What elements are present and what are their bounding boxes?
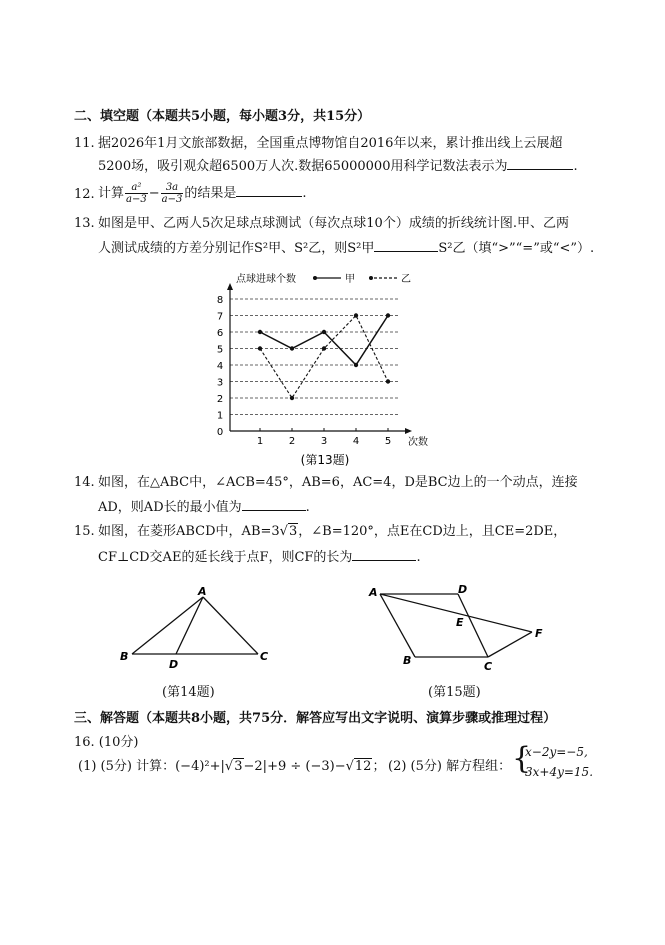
q16-header: 16. (10分)	[74, 735, 139, 750]
chart-x-tick-label: 5	[384, 436, 392, 447]
q12-minus: −	[148, 186, 160, 201]
q14-caption: (第14题)	[162, 685, 215, 700]
q14-label-c: C	[260, 650, 269, 663]
chart-y-tick-label: 2	[216, 394, 224, 405]
q16-part1-expr-a: (−4)²+	[175, 759, 221, 774]
q11-line1: 据2026年1月文旅部数据，全国重点博物馆自2016年以来，累计推出线上云展超	[98, 136, 563, 151]
section-2-title: 二、填空题（本题共5小题，每小题3分，共15分）	[74, 109, 371, 124]
q11-number: 11.	[74, 136, 95, 151]
chart-point-乙-4	[354, 313, 358, 317]
q14-segment-ab	[132, 597, 203, 654]
q14-line1: 如图，在△ABC中，∠ACB=45°，AB=6，AC=4，D是BC边上的一个动点，连接	[98, 475, 578, 490]
q15-rhombus-figure	[360, 580, 560, 680]
q15-label-e: E	[456, 616, 464, 629]
chart-point-乙-3	[322, 346, 326, 350]
chart-point-乙-5	[386, 379, 390, 383]
chart-y-tick-label: 7	[216, 311, 224, 323]
q15-number: 15.	[74, 524, 95, 539]
q15-line2	[98, 548, 421, 566]
q11-line2	[98, 157, 578, 175]
q12-fraction-2	[161, 182, 184, 205]
q14-triangle-figure	[110, 580, 280, 680]
q15-answer-blank[interactable]	[352, 548, 416, 561]
q16-sqrt12-sign: √	[345, 759, 354, 774]
q13-line2	[98, 239, 594, 257]
q15-sqrt-sign: √	[279, 524, 288, 539]
q16-part1-expr-c: +9 ÷ (−3)−	[267, 759, 346, 774]
q14-label-d: D	[169, 658, 179, 671]
q16-abs-open: |	[220, 759, 225, 774]
q15-label-f: F	[535, 627, 543, 640]
chart-y-tick-label: 8	[216, 295, 224, 306]
q14-line2-text: AD，则AD长的最小值为	[98, 500, 242, 515]
chart-series-line-甲	[260, 316, 388, 366]
q15-label-a: A	[369, 586, 378, 599]
chart-point-甲-2	[290, 346, 294, 350]
q14-label-a: A	[198, 585, 207, 598]
chart-y-tick-label: 3	[216, 377, 224, 389]
chart-y-tick-label: 1	[216, 410, 224, 422]
chart-x-tick-label: 4	[352, 436, 360, 447]
q14-line2	[98, 498, 310, 516]
q14-segment-ad	[176, 597, 203, 654]
q14-number: 14.	[74, 475, 95, 490]
q13-answer-blank[interactable]	[374, 239, 438, 252]
chart-point-甲-5	[386, 313, 390, 317]
q12-prefix: 计算	[98, 186, 125, 201]
q13-number: 13.	[74, 216, 95, 231]
chart-x-arrow	[405, 428, 412, 434]
q15-line2-text: CF⊥CD交AE的延长线于点F，则CF的长为	[98, 550, 353, 565]
section-3-title: 三、解答题（本题共8小题，共75分．解答应写出文字说明、演算步骤或推理过程）	[74, 711, 557, 726]
q12-number: 12.	[74, 187, 95, 202]
chart-y-tick-label: 6	[216, 328, 224, 339]
chart-y-arrow	[227, 283, 233, 290]
q14-answer-blank[interactable]	[242, 498, 306, 511]
chart-legend-label-0: 甲	[345, 274, 355, 285]
q11-line2-text: 5200场，吸引观众超6500万人次.数据65000000用科学记数法表示为	[98, 159, 508, 174]
chart-series-line-乙	[260, 316, 388, 399]
q12-line	[98, 180, 306, 208]
q12-frac1-numerator: a²	[125, 182, 148, 194]
q11-answer-blank[interactable]	[507, 157, 573, 170]
q16-part1	[78, 758, 385, 775]
q11-line2-end: .	[573, 159, 578, 174]
q12-fraction-1	[125, 182, 148, 205]
chart-x-tick-label: 2	[288, 436, 296, 447]
q15-segment-cf	[488, 632, 532, 657]
q15-label-c: C	[484, 660, 493, 673]
q13-line-chart	[200, 268, 450, 468]
chart-legend-marker-0	[313, 276, 317, 280]
q14-segment-ac	[203, 597, 258, 654]
chart-x-tick-label: 1	[256, 436, 264, 447]
q16-part1-expr-b: −2	[243, 759, 263, 774]
chart-x-axis-label: 次数	[408, 437, 428, 448]
q16-equation-2: 3x+4y=15.	[525, 765, 594, 779]
q15-line1-text-b: ，∠B=120°，点E在CD边上，且CE=2DE，	[298, 524, 567, 539]
chart-legend-label-1: 乙	[401, 274, 411, 285]
q13-line2-end: S²乙（填“>”“=”或“<”）.	[438, 241, 595, 256]
q15-segment-ba	[380, 594, 415, 657]
chart-point-乙-2	[290, 396, 294, 400]
chart-point-甲-4	[354, 363, 358, 367]
chart-caption: (第13题)	[300, 453, 350, 467]
q13-line2-text: 人测试成绩的方差分别记作S²甲、S²乙，则S²甲	[98, 241, 375, 256]
q16-system-brace: {	[512, 741, 532, 776]
q12-frac1-denominator: a−3	[126, 194, 147, 205]
q15-line2-end: .	[416, 550, 421, 565]
q14-line2-end: .	[305, 500, 310, 515]
q12-answer-blank[interactable]	[236, 184, 302, 197]
chart-y-tick-label: 4	[216, 361, 224, 372]
chart-title: 点球进球个数	[236, 274, 296, 285]
chart-point-甲-1	[258, 330, 262, 334]
q16-sqrt12-value: 12	[354, 759, 372, 774]
chart-point-乙-1	[258, 346, 262, 350]
q16-equation-1: x−2y=−5,	[525, 745, 588, 759]
q13-line1: 如图是甲、乙两人5次足球点球测试（每次点球10个）成绩的折线统计图.甲、乙两	[98, 216, 569, 231]
chart-y-tick-label: 0	[216, 427, 224, 438]
q16-abs-close: |	[262, 759, 268, 774]
q12-frac2-numerator: 3a	[161, 182, 184, 194]
q15-label-b: B	[403, 654, 412, 667]
chart-x-tick-label: 3	[320, 436, 328, 447]
q15-line1-text-a: 如图，在菱形ABCD中，AB=3	[98, 524, 280, 539]
q12-end: .	[302, 186, 307, 201]
q15-sqrt-value: 3	[288, 524, 298, 539]
q16-sqrt3-value: 3	[234, 759, 243, 774]
chart-y-tick-label: 5	[216, 344, 224, 356]
q15-caption: (第15题)	[428, 685, 481, 700]
q16-part1-end: ；	[372, 759, 386, 774]
q14-label-b: B	[120, 650, 129, 663]
q12-suffix: 的结果是	[184, 186, 237, 201]
q15-label-d: D	[458, 583, 468, 596]
q16-sqrt3-sign: √	[224, 759, 234, 774]
chart-legend-marker-1	[369, 276, 373, 280]
q16-part1-label: (1) (5分) 计算：	[78, 759, 176, 774]
q12-frac2-denominator: a−3	[161, 194, 183, 205]
q15-line1	[98, 523, 566, 540]
q16-part2-label: (2) (5分) 解方程组：	[388, 759, 512, 774]
chart-point-甲-3	[322, 330, 326, 334]
